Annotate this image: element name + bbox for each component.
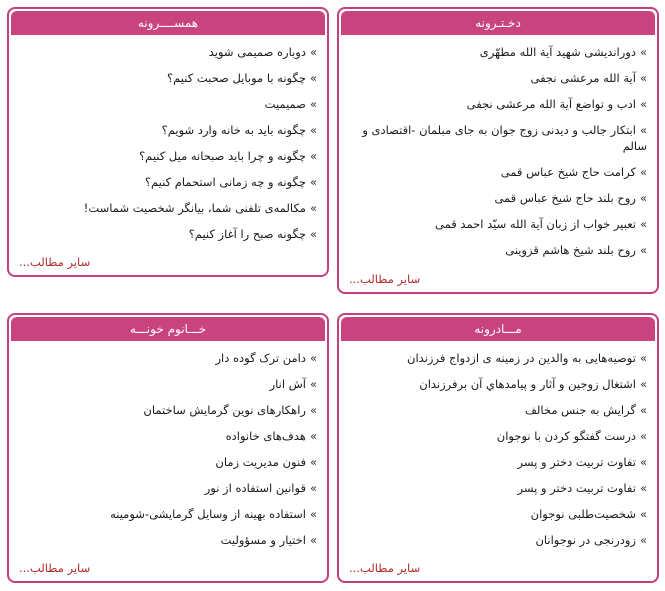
bullet-icon: » — [639, 403, 647, 417]
article-link[interactable]: دامن ترک گوده دار — [215, 351, 306, 365]
bullet-icon: » — [309, 45, 317, 59]
article-link[interactable]: چگونه با موبایل صحبت کنیم؟ — [167, 71, 306, 85]
list-item[interactable] — [349, 65, 647, 91]
bullet-icon: » — [309, 71, 317, 85]
article-link[interactable]: راهکارهای نوین گرمایش ساختمان — [143, 403, 306, 417]
article-link[interactable]: هدف‌های خانواده — [225, 429, 306, 443]
article-link[interactable]: کرامت حاج شیخ عباس قمی — [500, 165, 636, 179]
article-link[interactable]: زودرنجی در نوجوانان — [535, 533, 636, 547]
box-hamsarooneh — [7, 7, 329, 277]
bullet-icon: » — [639, 97, 647, 111]
bullet-icon: » — [309, 533, 317, 547]
bullet-icon: » — [639, 217, 647, 231]
article-list — [339, 341, 657, 553]
list-item[interactable] — [349, 423, 647, 449]
article-link[interactable]: صمیمیت — [264, 97, 306, 111]
list-item[interactable] — [349, 397, 647, 423]
list-item[interactable] — [19, 423, 317, 449]
box-madarooneh — [337, 313, 659, 583]
bullet-icon: » — [309, 455, 317, 469]
bullet-icon: » — [309, 507, 317, 521]
article-link[interactable]: شخصیت‌طلبی نوجوان — [530, 507, 636, 521]
article-link[interactable]: تفاوت تربیت دختر و پسر — [517, 455, 636, 469]
article-link[interactable]: چگونه و چرا باید صبحانه میل کنیم؟ — [139, 149, 306, 163]
box-title: مـــادرونه — [341, 317, 655, 341]
article-link[interactable]: تعبیر خواب از زبان آیة الله سیّد احمد قمی — [435, 217, 636, 231]
list-item[interactable] — [19, 345, 317, 371]
bullet-icon: » — [639, 533, 647, 547]
article-list — [9, 341, 327, 553]
bullet-icon: » — [309, 149, 317, 163]
bullet-icon: » — [639, 191, 647, 205]
list-item[interactable] — [19, 195, 317, 221]
list-item[interactable] — [349, 91, 647, 117]
bullet-icon: » — [309, 377, 317, 391]
article-link[interactable]: فنون مدیریت زمان — [215, 455, 306, 469]
article-link[interactable]: چگونه و چه زمانی استحمام کنیم؟ — [144, 175, 306, 189]
list-item[interactable] — [19, 91, 317, 117]
bullet-icon: » — [639, 165, 647, 179]
list-item[interactable] — [19, 65, 317, 91]
bullet-icon: » — [639, 123, 647, 137]
list-item[interactable] — [349, 117, 647, 159]
list-item[interactable] — [19, 397, 317, 423]
bullet-icon: » — [309, 429, 317, 443]
list-item[interactable] — [19, 39, 317, 65]
bullet-icon: » — [309, 403, 317, 417]
bullet-icon: » — [639, 351, 647, 365]
list-item[interactable] — [19, 449, 317, 475]
article-link[interactable]: مکالمه‌ی تلفنی شما، بیانگر شخصیت شماست! — [83, 201, 306, 215]
more-articles-link[interactable]: سایر مطالب... — [19, 255, 91, 269]
list-item[interactable] — [349, 475, 647, 501]
bullet-icon: » — [639, 71, 647, 85]
article-link[interactable]: تفاوت تربیت دختر و پسر — [517, 481, 636, 495]
bullet-icon: » — [639, 45, 647, 59]
article-link[interactable]: ابتکار جالب و دیدنی زوج جوان به جای مبلمان -اقتصادی و سالم — [362, 123, 647, 153]
article-link[interactable]: اشتغال زوجین و آثار و پیامدهاي آن برفرزندان — [419, 377, 636, 391]
list-item[interactable] — [349, 159, 647, 185]
more-articles-link[interactable]: سایر مطالب... — [349, 272, 421, 286]
article-list — [339, 35, 657, 263]
box-dokhtarooneh — [337, 7, 659, 294]
list-item[interactable] — [349, 237, 647, 263]
article-link[interactable]: چگونه باید به خانه وارد شویم؟ — [161, 123, 306, 137]
list-item[interactable] — [19, 169, 317, 195]
list-item[interactable] — [349, 185, 647, 211]
article-link[interactable]: آش انار — [269, 377, 306, 391]
more-articles-link[interactable]: سایر مطالب... — [19, 561, 91, 575]
bullet-icon: » — [309, 481, 317, 495]
article-link[interactable]: درست گفتگو کردن با نوجوان — [496, 429, 636, 443]
article-link[interactable]: اختیار و مسؤولیت — [220, 533, 306, 547]
list-item[interactable] — [349, 501, 647, 527]
list-item[interactable] — [19, 475, 317, 501]
bullet-icon: » — [309, 227, 317, 241]
bullet-icon: » — [639, 243, 647, 257]
bullet-icon: » — [309, 351, 317, 365]
more-articles-link[interactable]: سایر مطالب... — [349, 561, 421, 575]
article-list — [9, 35, 327, 247]
bullet-icon: » — [309, 201, 317, 215]
bullet-icon: » — [639, 481, 647, 495]
list-item[interactable] — [19, 117, 317, 143]
article-link[interactable]: گرایش به جنس مخالف — [525, 403, 636, 417]
list-item[interactable] — [19, 143, 317, 169]
article-link[interactable]: روح بلند شیخ هاشم قزوینی — [505, 243, 636, 257]
list-item[interactable] — [349, 449, 647, 475]
bullet-icon: » — [309, 97, 317, 111]
article-link[interactable]: روح بلند حاج شیخ عباس قمی — [494, 191, 636, 205]
list-item[interactable] — [349, 345, 647, 371]
article-link[interactable]: ادب و تواضع آیة الله مرعشی نجفی — [466, 97, 636, 111]
bullet-icon: » — [639, 429, 647, 443]
box-title: دخـتـرونه — [341, 11, 655, 35]
list-item[interactable] — [349, 211, 647, 237]
article-link[interactable]: توصیه‌هایی به والدین در زمینه ی ازدواج فرزندان — [407, 351, 636, 365]
list-item[interactable] — [19, 527, 317, 553]
article-link[interactable]: آیة الله مرعشی نجفی — [530, 71, 636, 85]
list-item[interactable] — [19, 501, 317, 527]
bullet-icon: » — [639, 507, 647, 521]
box-title: همســــرونه — [11, 11, 325, 35]
box-khanoom-khooneh — [7, 313, 329, 583]
list-item[interactable] — [19, 221, 317, 247]
box-title: خـــانوم خونـــه — [11, 317, 325, 341]
bullet-icon: » — [639, 455, 647, 469]
bullet-icon: » — [309, 175, 317, 189]
article-link[interactable]: استفاده بهینه از وسایل گرمایشی-شومینه — [110, 507, 306, 521]
list-item[interactable] — [349, 39, 647, 65]
bullet-icon: » — [309, 123, 317, 137]
article-link[interactable]: دوراندیشی شهید آیة الله مطهّری — [479, 45, 636, 59]
article-link[interactable]: قوانین استفاده از نور — [204, 481, 306, 495]
bullet-icon: » — [639, 377, 647, 391]
list-item[interactable] — [349, 527, 647, 553]
list-item[interactable] — [19, 371, 317, 397]
article-link[interactable]: چگونه صبح را آغاز کنیم؟ — [188, 227, 306, 241]
list-item[interactable] — [349, 371, 647, 397]
article-link[interactable]: دوباره صمیمی شوید — [208, 45, 306, 59]
